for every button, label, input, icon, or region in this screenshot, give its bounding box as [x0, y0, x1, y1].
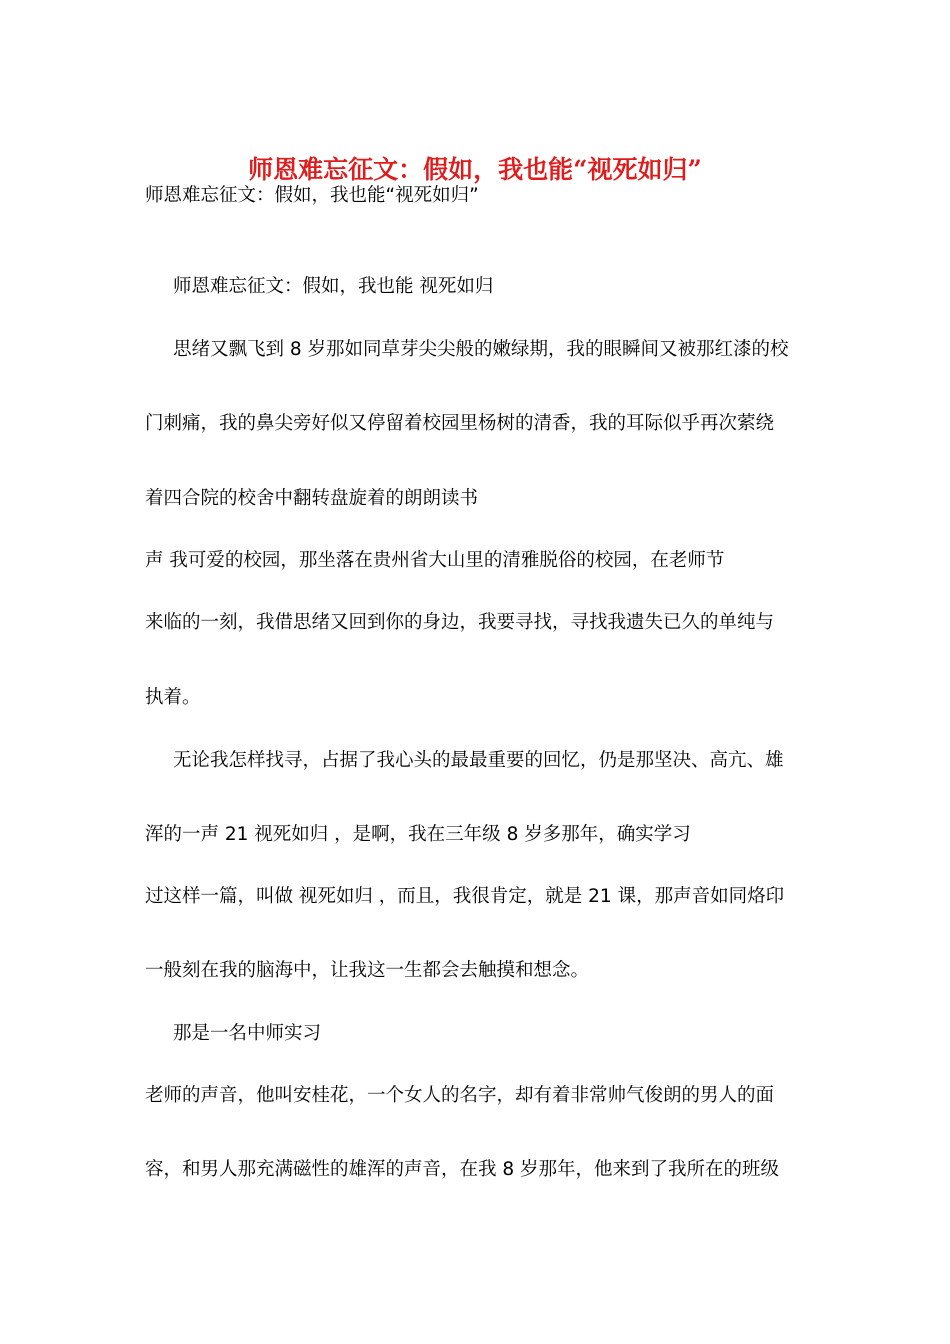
paragraph-line: 思绪又飘飞到 8 岁那如同草芽尖尖般的嫩绿期，我的眼瞬间又被那红漆的校 — [173, 339, 789, 360]
paragraph-line: 声 我可爱的校园，那坐落在贵州省大山里的清雅脱俗的校园，在老师节 — [145, 550, 725, 571]
paragraph-line: 容，和男人那充满磁性的雄浑的声音，在我 8 岁那年，他来到了我所在的班级 — [145, 1159, 780, 1180]
paragraph-line: 过这样一篇，叫做 视死如归 ，而且，我很肯定，就是 21 课，那声音如同烙印 — [145, 886, 785, 907]
paragraph-line: 着四合院的校舍中翻转盘旋着的朗朗读书 — [145, 488, 479, 509]
paragraph-line: 执着。 — [145, 687, 201, 708]
paragraph-line: 来临的一刻，我借思绪又回到你的身边，我要寻找，寻找我遗失已久的单纯与 — [145, 612, 775, 633]
subtitle-line: 师恩难忘征文：假如，我也能“视死如归” — [145, 185, 479, 206]
paragraph-line: 无论我怎样找寻，占据了我心头的最最重要的回忆，仍是那坚决、高亢、雄 — [173, 750, 784, 771]
paragraph-line: 门刺痛，我的鼻尖旁好似又停留着校园里杨树的清香，我的耳际似乎再次萦绕 — [145, 413, 775, 434]
heading-line: 师恩难忘征文：假如，我也能 视死如归 — [173, 276, 494, 297]
paragraph-line: 老师的声音，他叫安桂花，一个女人的名字，却有着非常帅气俊朗的男人的面 — [145, 1085, 775, 1106]
paragraph-line: 浑的一声 21 视死如归 ，是啊，我在三年级 8 岁多那年，确实学习 — [145, 824, 691, 845]
document-title: 师恩难忘征文：假如，我也能“视死如归” — [248, 155, 702, 184]
paragraph-line: 一般刻在我的脑海中，让我这一生都会去触摸和想念。 — [145, 960, 590, 981]
paragraph-line: 那是一名中师实习 — [173, 1023, 322, 1044]
